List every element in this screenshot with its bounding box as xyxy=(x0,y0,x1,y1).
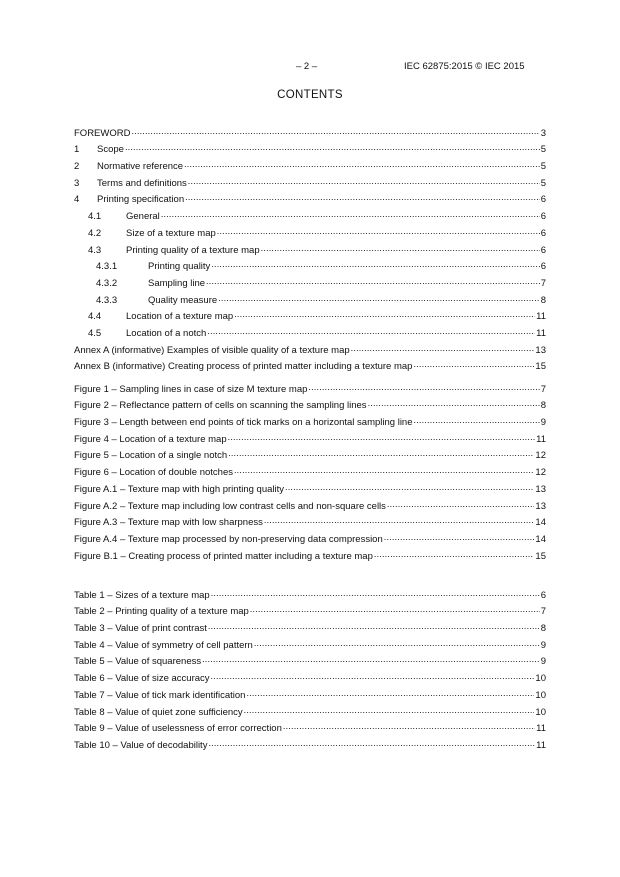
entry-title: General xyxy=(126,211,160,223)
entry-page-number: 8 xyxy=(540,294,546,306)
table-entry[interactable] xyxy=(74,668,546,685)
entry-number: 4 xyxy=(74,194,80,206)
dot-leader xyxy=(308,381,539,394)
entry-title: Printing quality of a texture map xyxy=(126,244,260,256)
entry-number: 1 xyxy=(74,144,80,156)
entry-title: Scope xyxy=(97,144,124,156)
toc-entry[interactable] xyxy=(74,156,546,173)
entry-page-number: 5 xyxy=(540,144,546,156)
entry-page-number: 7 xyxy=(540,383,546,395)
entry-title: Table 4 – Value of symmetry of cell pattern xyxy=(74,639,253,651)
table-entry[interactable] xyxy=(74,702,546,719)
dot-leader xyxy=(184,158,540,171)
figure-entry[interactable] xyxy=(74,513,546,530)
entry-title: Figure 6 – Location of double notches xyxy=(74,467,233,479)
dot-leader xyxy=(206,275,540,288)
dot-leader xyxy=(202,653,540,666)
entry-page-number: 11 xyxy=(536,327,546,339)
entry-page-number: 6 xyxy=(540,211,546,223)
entry-title: Figure 1 – Sampling lines in case of size M texture map xyxy=(74,383,308,395)
dot-leader xyxy=(261,242,540,255)
entry-page-number: 12 xyxy=(535,467,546,479)
entry-title: Table 9 – Value of uselessness of error correction xyxy=(74,723,282,735)
toc-entry[interactable] xyxy=(74,323,546,340)
table-entry[interactable] xyxy=(74,735,546,752)
standard-reference: IEC 62875:2015 © IEC 2015 xyxy=(404,61,525,72)
entry-number: 2 xyxy=(74,161,80,173)
entry-page-number: 3 xyxy=(540,127,546,139)
dot-leader xyxy=(264,514,535,527)
entry-page-number: 6 xyxy=(540,261,546,273)
entry-title: Normative reference xyxy=(97,161,184,173)
entry-page-number: 10 xyxy=(535,706,546,718)
entry-title: Table 6 – Value of size accuracy xyxy=(74,673,210,685)
entry-title: Figure B.1 – Creating process of printed matter including a texture map xyxy=(74,550,373,562)
entry-page-number: 6 xyxy=(540,194,546,206)
entry-number: 4.3.1 xyxy=(96,261,118,273)
entry-page-number: 9 xyxy=(540,639,546,651)
dot-leader xyxy=(351,342,535,355)
toc-entry[interactable] xyxy=(74,307,546,324)
entry-title: Location of a texture map xyxy=(126,311,234,323)
entry-page-number: 15 xyxy=(535,550,546,562)
dot-leader xyxy=(208,620,540,633)
figure-entry[interactable] xyxy=(74,412,546,429)
toc-entry[interactable] xyxy=(74,257,546,274)
tables-list xyxy=(74,585,546,752)
figure-entry[interactable] xyxy=(74,396,546,413)
figure-entry[interactable] xyxy=(74,429,546,446)
figure-entry[interactable] xyxy=(74,496,546,513)
dot-leader xyxy=(131,125,539,138)
entry-page-number: 7 xyxy=(540,277,546,289)
contents-title: CONTENTS xyxy=(277,89,343,101)
entry-number: 4.3.3 xyxy=(96,294,118,306)
entry-page-number: 5 xyxy=(540,161,546,173)
dot-leader xyxy=(185,191,540,204)
toc-entry[interactable] xyxy=(74,173,546,190)
toc-entry[interactable] xyxy=(74,223,546,240)
entry-page-number: 9 xyxy=(540,656,546,668)
entry-page-number: 14 xyxy=(535,533,546,545)
dot-leader xyxy=(218,292,540,305)
table-entry[interactable] xyxy=(74,635,546,652)
entry-title: Table 5 – Value of squareness xyxy=(74,656,202,668)
dot-leader xyxy=(414,414,540,427)
entry-page-number: 13 xyxy=(535,344,546,356)
dot-leader xyxy=(384,531,535,544)
entry-page-number: 13 xyxy=(535,500,546,512)
dot-leader xyxy=(234,308,535,321)
entry-title: Figure 4 – Location of a texture map xyxy=(74,433,227,445)
entry-title: Annex B (informative) Creating process of printed matter including a texture map xyxy=(74,361,413,373)
entry-page-number: 6 xyxy=(540,244,546,256)
dot-leader xyxy=(125,141,540,154)
contents-list xyxy=(74,123,546,373)
dot-leader xyxy=(254,637,540,650)
entry-title: Figure 3 – Length between end points of tick marks on a horizontal sampling line xyxy=(74,417,413,429)
toc-entry[interactable] xyxy=(74,357,546,374)
dot-leader xyxy=(234,464,534,477)
dot-leader xyxy=(211,587,540,600)
table-entry[interactable] xyxy=(74,719,546,736)
figures-list xyxy=(74,379,546,563)
entry-title: Table 8 – Value of quiet zone sufficiency xyxy=(74,706,243,718)
page-number: – 2 – xyxy=(296,61,318,72)
entry-title: Table 2 – Printing quality of a texture map xyxy=(74,606,249,618)
entry-page-number: 10 xyxy=(535,689,546,701)
entry-title: Table 1 – Sizes of a texture map xyxy=(74,589,210,601)
entry-page-number: 5 xyxy=(540,177,546,189)
figure-entry[interactable] xyxy=(74,462,546,479)
entry-title: Printing specification xyxy=(97,194,185,206)
entry-page-number: 13 xyxy=(535,483,546,495)
figure-entry[interactable] xyxy=(74,529,546,546)
entry-title: Table 7 – Value of tick mark identification xyxy=(74,689,246,701)
dot-leader xyxy=(217,225,540,238)
table-entry[interactable] xyxy=(74,602,546,619)
dot-leader xyxy=(368,397,540,410)
entry-title: Figure 2 – Reflectance pattern of cells on scanning the sampling lines xyxy=(74,400,367,412)
table-entry[interactable] xyxy=(74,652,546,669)
figure-entry[interactable] xyxy=(74,546,546,563)
figure-entry[interactable] xyxy=(74,379,546,396)
entry-title: Annex A (informative) Examples of visible quality of a texture map xyxy=(74,344,350,356)
entry-title: Location of a notch xyxy=(126,327,207,339)
entry-title: Table 3 – Value of print contrast xyxy=(74,623,207,635)
entry-title: Figure 5 – Location of a single notch xyxy=(74,450,228,462)
entry-title: Printing quality xyxy=(148,261,211,273)
toc-entry[interactable] xyxy=(74,140,546,157)
dot-leader xyxy=(211,258,539,271)
dot-leader xyxy=(161,208,540,221)
entry-number: 3 xyxy=(74,177,80,189)
entry-page-number: 8 xyxy=(540,400,546,412)
entry-number: 4.3 xyxy=(88,244,102,256)
dot-leader xyxy=(374,548,535,561)
dot-leader xyxy=(211,670,535,683)
entry-page-number: 11 xyxy=(536,433,546,445)
toc-entry[interactable] xyxy=(74,240,546,257)
entry-page-number: 6 xyxy=(540,589,546,601)
entry-title: FOREWORD xyxy=(74,127,131,139)
dot-leader xyxy=(283,720,535,733)
dot-leader xyxy=(228,431,536,444)
dot-leader xyxy=(413,358,534,371)
entry-number: 4.5 xyxy=(88,327,102,339)
entry-page-number: 9 xyxy=(540,417,546,429)
entry-page-number: 7 xyxy=(540,606,546,618)
dot-leader xyxy=(246,687,534,700)
dot-leader xyxy=(285,481,534,494)
entry-page-number: 14 xyxy=(535,517,546,529)
dot-leader xyxy=(387,498,535,511)
toc-entry[interactable] xyxy=(74,206,546,223)
entry-title: Figure A.1 – Texture map with high printing quality xyxy=(74,483,284,495)
entry-page-number: 11 xyxy=(536,739,546,751)
toc-entry[interactable] xyxy=(74,123,546,140)
figure-entry[interactable] xyxy=(74,446,546,463)
entry-number: 4.2 xyxy=(88,227,102,239)
toc-entry[interactable] xyxy=(74,273,546,290)
entry-page-number: 6 xyxy=(540,227,546,239)
entry-title: Size of a texture map xyxy=(126,227,216,239)
entry-title: Figure A.3 – Texture map with low sharpness xyxy=(74,517,263,529)
entry-title: Sampling line xyxy=(148,277,206,289)
table-entry[interactable] xyxy=(74,585,546,602)
dot-leader xyxy=(208,737,535,750)
entry-page-number: 15 xyxy=(535,361,546,373)
entry-title: Table 10 – Value of decodability xyxy=(74,739,208,751)
dot-leader xyxy=(228,447,534,460)
entry-title: Figure A.4 – Texture map processed by non-preserving data compression xyxy=(74,533,383,545)
table-entry[interactable] xyxy=(74,685,546,702)
toc-entry[interactable] xyxy=(74,340,546,357)
entry-page-number: 12 xyxy=(535,450,546,462)
dot-leader xyxy=(244,704,535,717)
entry-number: 4.4 xyxy=(88,311,102,323)
entry-number: 4.3.2 xyxy=(96,277,118,289)
figure-entry[interactable] xyxy=(74,479,546,496)
entry-page-number: 10 xyxy=(535,673,546,685)
entry-page-number: 11 xyxy=(536,723,546,735)
entry-page-number: 11 xyxy=(536,311,546,323)
table-entry[interactable] xyxy=(74,618,546,635)
toc-entry[interactable] xyxy=(74,290,546,307)
dot-leader xyxy=(250,603,540,616)
entry-page-number: 8 xyxy=(540,623,546,635)
entry-title: Quality measure xyxy=(148,294,218,306)
dot-leader xyxy=(207,325,535,338)
entry-title: Figure A.2 – Texture map including low contrast cells and non-square cells xyxy=(74,500,386,512)
toc-entry[interactable] xyxy=(74,190,546,207)
entry-number: 4.1 xyxy=(88,211,102,223)
entry-title: Terms and definitions xyxy=(97,177,187,189)
dot-leader xyxy=(188,175,540,188)
